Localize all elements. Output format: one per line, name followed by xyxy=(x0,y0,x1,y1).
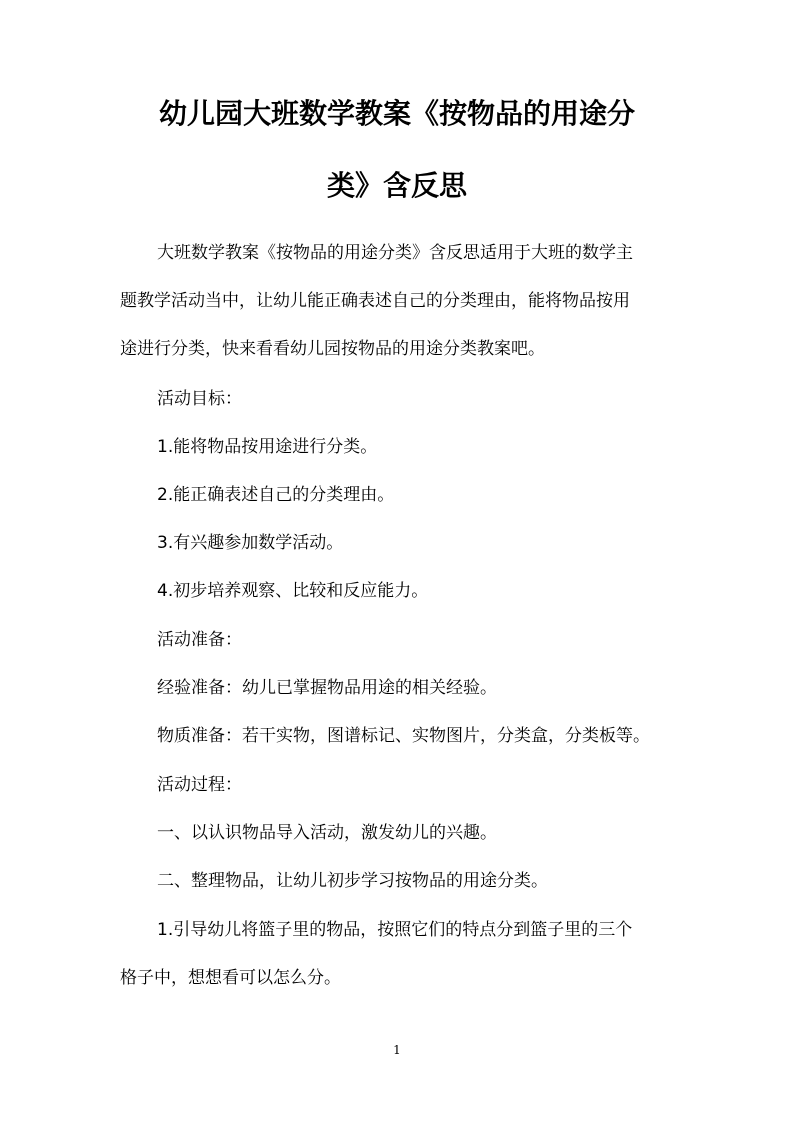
document-title-line-2: 类》含反思 xyxy=(326,169,467,202)
process-step-1: 一、以认识物品导入活动，激发幼儿的兴趣。 xyxy=(157,823,497,843)
page-number: 1 xyxy=(393,1043,401,1057)
intro-paragraph-line-1: 大班数学教案《按物品的用途分类》含反思适用于大班的数学主 xyxy=(157,243,633,263)
preparation-heading: 活动准备： xyxy=(157,630,242,650)
experience-preparation: 经验准备：幼儿已掌握物品用途的相关经验。 xyxy=(157,678,497,698)
document-title-line-1: 幼儿园大班数学教案《按物品的用途分 xyxy=(158,97,635,130)
goals-heading: 活动目标： xyxy=(157,389,242,409)
process-step-2-item-1-line-1: 1.引导幼儿将篮子里的物品，按照它们的特点分到篮子里的三个 xyxy=(157,920,633,940)
goal-item-4: 4.初步培养观察、比较和反应能力。 xyxy=(157,581,429,601)
goal-item-3: 3.有兴趣参加数学活动。 xyxy=(157,533,344,553)
goal-item-1: 1.能将物品按用途进行分类。 xyxy=(157,437,378,457)
process-step-2: 二、整理物品，让幼儿初步学习按物品的用途分类。 xyxy=(157,871,548,891)
material-preparation: 物质准备：若干实物，图谱标记、实物图片，分类盒，分类板等。 xyxy=(157,726,650,746)
intro-paragraph-line-2: 题教学活动当中，让幼儿能正确表述自己的分类理由，能将物品按用 xyxy=(120,291,630,311)
process-step-2-item-1-line-2: 格子中，想想看可以怎么分。 xyxy=(120,968,341,988)
intro-paragraph-line-3: 途进行分类，快来看看幼儿园按物品的用途分类教案吧。 xyxy=(120,339,545,359)
process-heading: 活动过程： xyxy=(157,775,242,795)
goal-item-2: 2.能正确表述自己的分类理由。 xyxy=(157,485,395,505)
